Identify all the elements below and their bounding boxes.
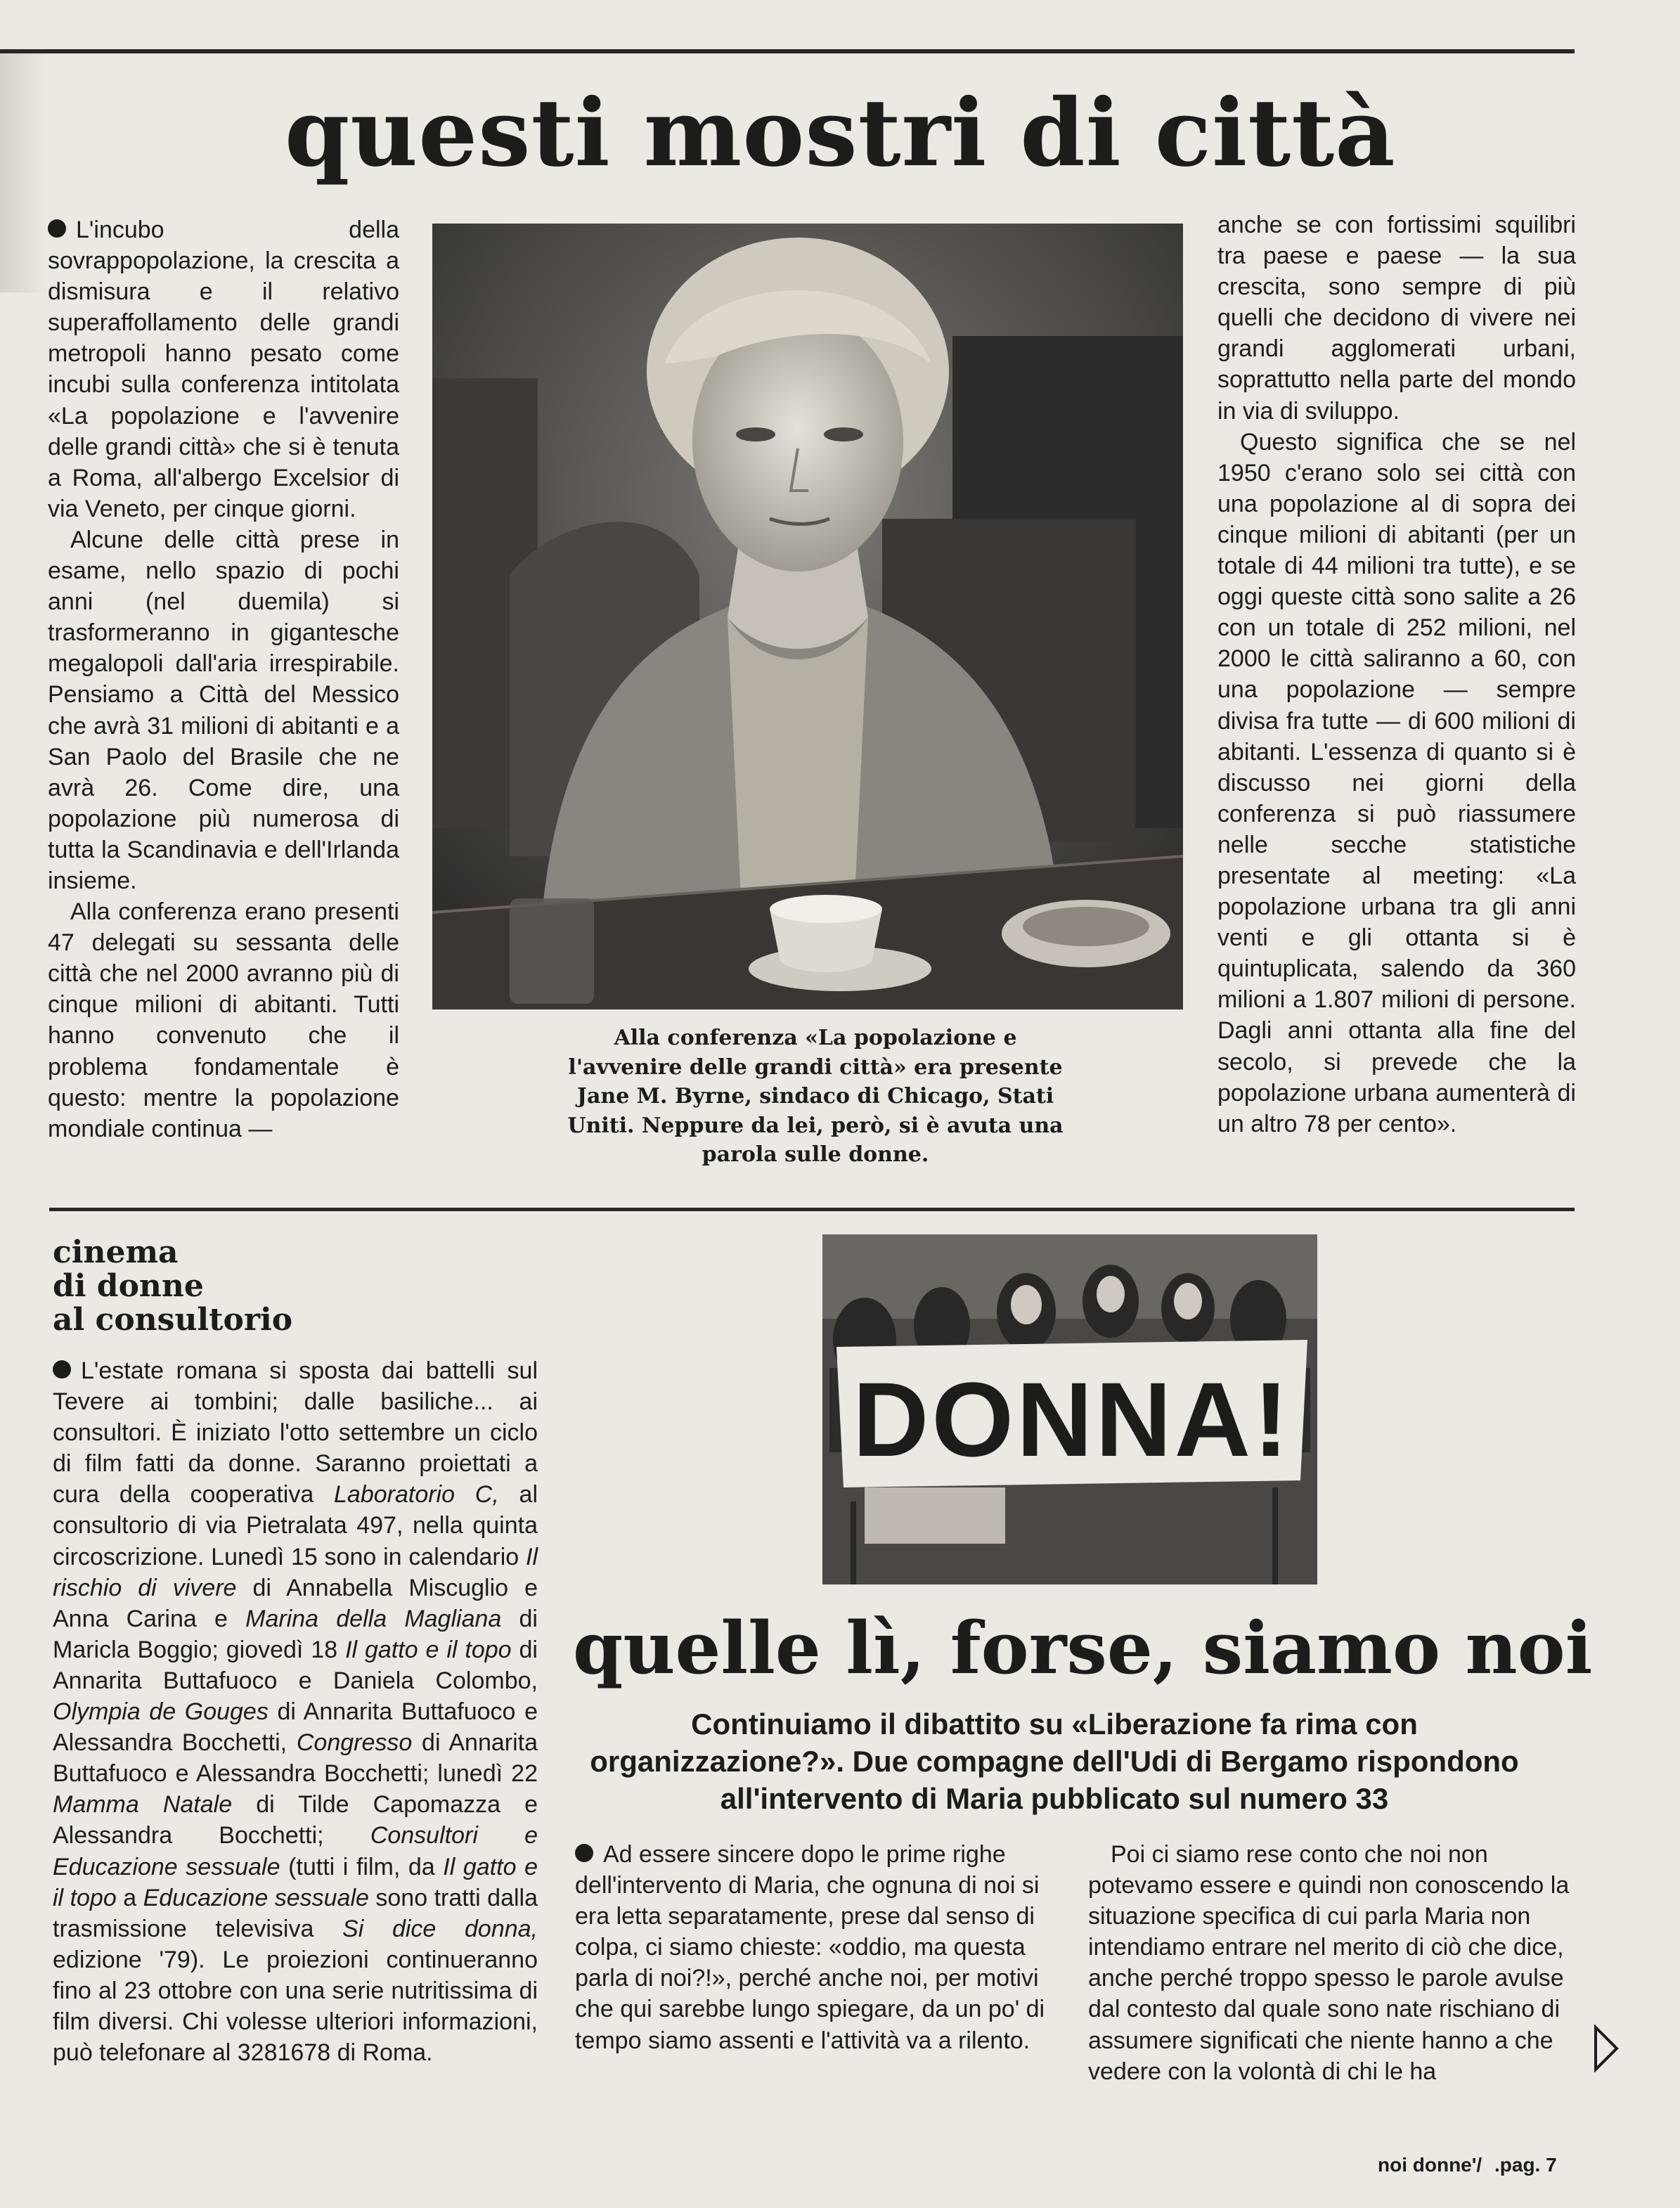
- article1-paragraph: anche se con fortissimi squilibri tra paese e paese — la sua crescita, sono sempre di più quelli che decidono di vivere nei grandi agglomerati urbani, soprattutto nella parte del mondo in via di sviluppo.: [1217, 212, 1576, 425]
- article2-title-line: al consultorio: [53, 1302, 293, 1338]
- article2-body: L'estate romana si sposta dai battelli sul Tevere ai tombini; dalle basiliche... ai consultori. È iniziato l'otto settembre un ciclo di film fatti da donne. Saranno proiettati a cura della cooperativa Laboratorio C, al consultorio di via Pietralata 497, nella quinta circoscrizione. Lunedì 15 sono in calendario Il rischio di vivere di Annabella Miscuglio e Anna Carina e Marina della Magliana di Maricla Boggio; giovedì 18 Il gatto e il topo di Annarita Buttafuoco e Daniela Colombo, Olympia de Gouges di Annarita Buttafuoco e Alessandra Bocchetti, Congresso di Annarita Buttafuoco e Alessandra Bocchetti; lunedì 22 Mamma Natale di Tilde Capomazza e Alessandra Bocchetti; Consultori e Educazione sessuale (tutti i film, da Il gatto e il topo a Educazione sessuale sono tratti dalla trasmissione televisiva Si dice donna, edizione '79). Le proiezioni continueranno fino al 23 ottobre con una serie nutritissima di film diversi. Chi volesse ulteriori informazioni, può telefonare al 3281678 di Roma.: [53, 1357, 538, 2067]
- article3-column-1: [575, 1839, 1067, 2056]
- page-number: .pag. 7: [1494, 2154, 1557, 2176]
- article1-column-3: [1217, 209, 1576, 1139]
- article2-title: [53, 1236, 404, 1337]
- article1-column-1: [48, 214, 399, 1144]
- bullet-icon: [575, 1844, 593, 1862]
- continue-arrow-icon: [1593, 2025, 1621, 2072]
- article3-column-2: [1088, 1839, 1583, 2087]
- article3-standfirst: Continuiamo il dibattito su «Liberazione fa rima con organizzazione?». Due compagne dell'Udi di Bergamo rispondono all'intervento di Maria pubblicato sul numero 33: [590, 1707, 1519, 1815]
- article2-title-line: di donne: [53, 1268, 204, 1304]
- article3-paragraph: Ad essere sincere dopo le prime righe dell'intervento di Maria, che ognuna di noi si era letta separatamente, prese dal senso di colpa, ci siamo chieste: «oddio, ma questa parla di noi?!», perché anche noi, per motivi che qui sarebbe lungo spiegare, da un po' di tempo siamo assenti e l'attività va a rilento.: [575, 1841, 1045, 2054]
- article3-headline: quelle lì, forse, siamo noi: [573, 1606, 1593, 1691]
- article1-paragraph: Alcune delle città prese in esame, nello spazio di pochi anni (nel duemila) si trasformeranno in gigantesche megalopoli dall'aria irrespirabile. Pensiamo a Città del Messico che avrà 31 milioni di abitanti e a San Paolo del Brasile che ne avrà 26. Come dire, una popolazione più numerosa di tutta la Scandinavia e dell'Irlanda insieme.: [48, 526, 399, 894]
- protest-photo: [822, 1234, 1317, 1584]
- bullet-icon: [53, 1360, 71, 1379]
- article1-paragraph: L'incubo della sovrappopolazione, la crescita a dismisura e il relativo superaffollamento delle grandi metropoli hanno pesato come incubi sulla conferenza intitolata «La popolazione e l'avvenire delle grandi città» che si è tenuta a Roma, all'albergo Excelsior di via Veneto, per cinque giorni.: [48, 217, 399, 522]
- top-rule: [0, 49, 1575, 53]
- article2-title-line: cinema: [53, 1234, 179, 1270]
- article3-paragraph: Poi ci siamo rese conto che noi non potevamo essere e quindi non conoscendo la situazione specifica di cui parla Maria non intendiamo entrare nel merito di ciò che dice, anche perché troppo spesso le parole avulse dal contesto dal quale sono nate rischiano di assumere significati che niente hanno a che vedere con la volontà di chi le ha: [1088, 1841, 1570, 2085]
- article1-paragraph: Questo significa che se nel 1950 c'erano solo sei città con una popolazione al di sopra dei cinque milioni di abitanti (per un totale di 44 milioni tra tutte), e se oggi queste città sono salite a 26 con un totale di 252 milioni, nel 2000 le città saliranno a 60, con una popolazione — sempre divisa fra tutte — di 600 milioni di abitanti. L'essenza di quanto si è discusso nei giorni della conferenza si può riassumere nelle secche statistiche presentate al meeting: «La popolazione urbana tra gli anni venti e gli ottanta si è quintuplicata, salendo da 360 milioni a 1.807 milioni di persone. Dagli anni ottanta alla fine del secolo, si prevede che la popolazione urbana aumenterà di un altro 78 per cento».: [1217, 428, 1576, 1137]
- photo-caption: Alla conferenza «La popolazione e l'avvenire delle grandi città» era presente Jane M. Byrne, sindaco di Chicago, Stati Uniti. Neppure da lei, però, si è avuta una parola sulle donne.: [567, 1026, 1064, 1168]
- article1-paragraph: Alla conferenza erano presenti 47 delegati su sessanta delle città che nel 2000 avranno più di cinque milioni di abitanti. Tutti hanno convenuto che il problema fondamentale è questo: mentre la popolazione mondiale continua —: [48, 898, 399, 1142]
- section-rule: [49, 1208, 1575, 1211]
- conference-photo: [432, 224, 1183, 1009]
- magazine-name: noi donne'/: [1378, 2154, 1482, 2176]
- bullet-icon: [48, 219, 66, 238]
- portrait-woman-image: [432, 224, 1183, 1009]
- protest-banner-text: DONNA!: [853, 1360, 1291, 1478]
- protest-march-image: [822, 1234, 1317, 1584]
- article1-headline: questi mostri di città: [285, 79, 1396, 188]
- page-footer: [1378, 2152, 1589, 2178]
- left-margin-shadow: [0, 53, 49, 292]
